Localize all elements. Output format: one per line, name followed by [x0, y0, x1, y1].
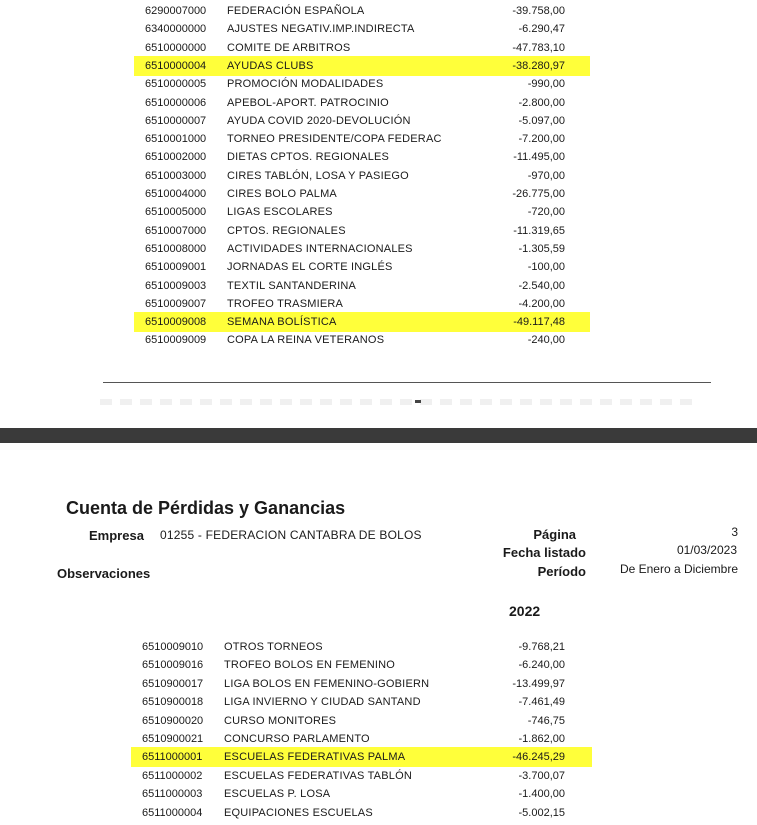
account-description: LIGAS ESCOLARES [227, 206, 333, 219]
ledger-row [0, 225, 757, 243]
amount-value: -49.117,48 [513, 316, 565, 329]
account-description: AYUDA COVID 2020-DEVOLUCIÓN [227, 114, 411, 127]
account-description: TORNEO PRESIDENTE/COPA FEDERAC [227, 133, 442, 146]
account-description: CONCURSO PARLAMENTO [224, 733, 370, 745]
account-code: 6510009016 [142, 659, 204, 672]
account-description: AYUDAS CLUBS [227, 59, 314, 72]
ledger-row [0, 696, 757, 714]
ledger-row [0, 261, 757, 279]
account-code: 6511000004 [142, 806, 203, 819]
periodo-value: De Enero a Diciembre [619, 562, 738, 576]
account-description: PROMOCIÓN MODALIDADES [227, 78, 384, 91]
report-title: Cuenta de Pérdidas y Ganancias [66, 498, 346, 518]
account-description: SEMANA BOLÍSTICA [227, 316, 337, 329]
ledger-row [0, 5, 757, 23]
ledger-row [0, 316, 757, 334]
account-code: 6510009007 [145, 297, 207, 310]
ledger-row [0, 807, 757, 825]
account-code: 6510000004 [145, 59, 207, 72]
amount-value: -5.002,15 [518, 806, 565, 819]
ledger-row [0, 334, 757, 352]
ledger-row [0, 751, 757, 769]
year-column-header: 2022 [509, 603, 541, 619]
amount-value: -7.200,00 [518, 133, 565, 146]
ledger-row [0, 280, 757, 298]
account-description: FEDERACIÓN ESPAÑOLA [227, 5, 365, 17]
ledger-row [0, 243, 757, 261]
account-description: APEBOL-APORT. PATROCINIO [227, 96, 389, 109]
page-separator [0, 428, 757, 443]
account-code: 6510009001 [145, 261, 207, 274]
account-description: ACTIVIDADES INTERNACIONALES [227, 242, 413, 255]
fecha-listado-value: 01/03/2023 [676, 543, 737, 557]
ledger-row [0, 715, 757, 733]
amount-value: -6.290,47 [518, 23, 565, 36]
account-code: 6510900020 [142, 714, 204, 727]
account-code: 6290007000 [145, 5, 207, 17]
fecha-listado-label: Fecha listado [502, 545, 586, 560]
ledger-row [0, 678, 757, 696]
account-code: 6510000006 [145, 96, 207, 109]
account-description: CURSO MONITORES [224, 714, 337, 727]
amount-value: -11.495,00 [513, 151, 565, 164]
amount-value: -4.200,00 [518, 297, 565, 310]
ledger-row [0, 641, 757, 659]
ledger-row [0, 115, 757, 133]
account-code: 6510009010 [142, 641, 204, 653]
account-description: JORNADAS EL CORTE INGLÉS [227, 261, 393, 274]
account-description: ESCUELAS FEDERATIVAS TABLÓN [224, 769, 412, 782]
account-code: 6511000001 [142, 751, 203, 764]
amount-value: -2.540,00 [518, 279, 565, 292]
page-footer-mark [415, 400, 421, 403]
account-code: 6340000000 [145, 23, 207, 36]
ledger-row [0, 206, 757, 224]
account-code: 6510002000 [145, 151, 207, 164]
ledger-row [0, 170, 757, 188]
amount-value: -990,00 [527, 78, 565, 91]
account-code: 6511000003 [142, 788, 203, 801]
account-code: 6510000007 [145, 114, 207, 127]
amount-value: -1.862,00 [518, 733, 565, 745]
amount-value: -39.758,00 [512, 5, 565, 17]
account-code: 6510007000 [145, 224, 207, 237]
account-description: CIRES BOLO PALMA [227, 188, 337, 200]
account-description: TEXTIL SANTANDERINA [227, 279, 357, 292]
ledger-row [0, 788, 757, 806]
amount-value: -240,00 [527, 334, 565, 347]
account-code: 6510001000 [145, 133, 207, 146]
account-description: ESCUELAS P. LOSA [224, 788, 331, 801]
ledger-row [0, 97, 757, 115]
page-footer-faint-text [100, 399, 700, 405]
amount-value: -970,00 [527, 169, 565, 182]
ledger-row [0, 23, 757, 41]
amount-value: -1.305,59 [518, 242, 565, 255]
account-code: 6510900017 [142, 677, 204, 690]
account-description: OTROS TORNEOS [224, 641, 323, 653]
amount-value: -26.775,00 [512, 188, 565, 200]
ledger-row [0, 151, 757, 169]
account-description: CPTOS. REGIONALES [227, 224, 346, 237]
amount-value: -2.800,00 [518, 96, 565, 109]
account-code: 6510005000 [145, 206, 207, 219]
amount-value: -1.400,00 [518, 788, 565, 801]
account-description: TROFEO TRASMIERA [227, 297, 344, 310]
account-description: EQUIPACIONES ESCUELAS [224, 806, 373, 819]
amount-value: -9.768,21 [518, 641, 565, 653]
account-description: CIRES TABLÓN, LOSA Y PASIEGO [227, 169, 409, 182]
document-page-bottom [0, 443, 757, 825]
observaciones-label: Observaciones [57, 566, 151, 581]
account-code: 6510003000 [145, 169, 207, 182]
ledger-row [0, 78, 757, 96]
account-description: LIGA BOLOS EN FEMENINO-GOBIERN [224, 677, 430, 690]
account-description: COMITE DE ARBITROS [227, 41, 351, 54]
account-code: 6510900018 [142, 696, 204, 709]
amount-value: -5.097,00 [518, 114, 565, 127]
account-code: 6510009003 [145, 279, 207, 292]
amount-value: -100,00 [527, 261, 565, 274]
periodo-label: Período [537, 564, 586, 579]
account-description: LIGA INVIERNO Y CIUDAD SANTAND [224, 696, 421, 709]
amount-value: -6.240,00 [518, 659, 565, 672]
account-code: 6511000002 [142, 769, 203, 782]
account-code: 6510008000 [145, 242, 207, 255]
amount-value: -3.700,07 [518, 769, 565, 782]
amount-value: -47.783,10 [512, 41, 565, 54]
ledger-row [0, 133, 757, 151]
account-description: TROFEO BOLOS EN FEMENINO [224, 659, 396, 672]
page-footer-rule [103, 382, 711, 383]
account-code: 6510900021 [142, 733, 204, 745]
ledger-row [0, 60, 757, 78]
account-code: 6510000005 [145, 78, 207, 91]
pagina-value: 3 [731, 525, 738, 539]
amount-value: -746,75 [527, 714, 565, 727]
account-description: AJUSTES NEGATIV.IMP.INDIRECTA [227, 23, 415, 36]
amount-value: -11.319,65 [513, 224, 565, 237]
empresa-label: Empresa [89, 528, 144, 543]
account-description: DIETAS CPTOS. REGIONALES [227, 151, 390, 164]
ledger-row [0, 659, 757, 677]
amount-value: -13.499,97 [512, 677, 565, 690]
amount-value: -720,00 [527, 206, 565, 219]
account-code: 6510000000 [145, 41, 207, 54]
account-description: COPA LA REINA VETERANOS [227, 334, 385, 347]
ledger-row [0, 770, 757, 788]
account-code: 6510009008 [145, 316, 207, 329]
ledger-row [0, 188, 757, 206]
empresa-value: 01255 - FEDERACION CANTABRA DE BOLOS [160, 528, 422, 542]
amount-value: -38.280,97 [512, 59, 565, 72]
account-code: 6510004000 [145, 188, 207, 200]
amount-value: -7.461,49 [518, 696, 565, 709]
account-code: 6510009009 [145, 334, 207, 347]
amount-value: -46.245,29 [512, 751, 565, 764]
pagina-label: Página [533, 527, 576, 542]
account-description: ESCUELAS FEDERATIVAS PALMA [224, 751, 406, 764]
